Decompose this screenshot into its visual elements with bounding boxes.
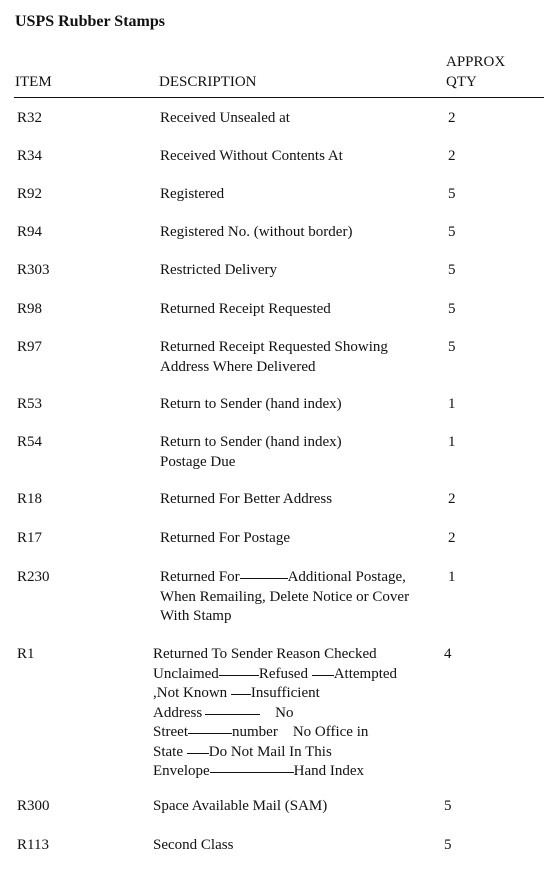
item-qty: 2	[448, 110, 456, 126]
item-code: R300	[17, 798, 50, 814]
item-description	[160, 433, 342, 472]
item-description: Returned For Better Address	[160, 491, 333, 507]
item-description	[160, 338, 388, 377]
item-qty: 5	[448, 339, 456, 355]
item-qty: 4	[444, 646, 452, 662]
header-qty-line1: APPROX	[446, 54, 506, 70]
item-qty: 5	[448, 186, 456, 202]
description-fragment: Envelope	[153, 763, 210, 779]
description-fragment: Unclaimed	[153, 665, 219, 682]
item-description: Returned Receipt Requested	[160, 301, 331, 317]
item-qty: 5	[448, 224, 456, 240]
item-code: R98	[17, 301, 43, 317]
description-line	[153, 723, 397, 743]
blank-line	[312, 674, 334, 676]
description-line: Address Where Delivered	[160, 358, 316, 375]
description-fragment: number	[232, 724, 278, 740]
item-code: R18	[17, 491, 43, 507]
description-fragment: ,Not Known	[153, 685, 228, 701]
item-code: R17	[17, 530, 43, 546]
description-line	[153, 762, 397, 782]
description-fragment: Insufficient	[250, 685, 320, 701]
header-description: DESCRIPTION	[159, 74, 257, 90]
blank-line	[187, 752, 209, 754]
item-description: Registered No. (without border)	[160, 224, 353, 240]
item-code: R92	[17, 186, 43, 202]
item-qty: 1	[448, 396, 456, 412]
item-code: R53	[17, 396, 43, 412]
item-description: Second Class	[153, 837, 234, 853]
item-code: R303	[17, 262, 50, 278]
item-code: R32	[17, 110, 43, 126]
item-qty: 5	[444, 798, 452, 814]
blank-line	[240, 577, 288, 579]
item-code: R94	[17, 224, 43, 240]
item-code: R1	[17, 646, 35, 662]
description-line: Return to Sender (hand index)	[160, 434, 342, 450]
description-line	[153, 743, 397, 763]
blank-line	[219, 674, 259, 676]
blank-line	[205, 713, 260, 715]
item-description: Returned For Postage	[160, 530, 290, 546]
description-line	[153, 704, 397, 724]
description-line: When Remailing, Delete Notice or Cover	[160, 588, 410, 605]
description-line: Returned Receipt Requested Showing	[160, 339, 388, 355]
item-description: Restricted Delivery	[160, 262, 278, 278]
blank-line	[231, 693, 251, 695]
item-description: Received Unsealed at	[160, 110, 290, 126]
item-description: Received Without Contents At	[160, 148, 343, 164]
item-code: R230	[17, 569, 50, 585]
item-qty: 2	[448, 530, 456, 546]
header-rule	[14, 97, 544, 98]
page-title: USPS Rubber Stamps	[15, 13, 165, 30]
item-qty: 2	[448, 491, 456, 507]
description-fragment: Do Not Mail In This	[208, 743, 332, 760]
description-fragment: Returned For	[160, 569, 240, 585]
item-qty: 5	[448, 301, 456, 317]
description-fragment: Address	[153, 704, 203, 721]
blank-line	[188, 732, 232, 734]
description-line: Returned To Sender Reason Checked	[153, 646, 377, 662]
description-fragment: No Office in	[292, 724, 369, 740]
description-fragment: Additional Postage,	[287, 569, 406, 585]
item-qty: 5	[448, 262, 456, 278]
item-description	[153, 645, 397, 782]
item-description: Space Available Mail (SAM)	[153, 798, 328, 814]
item-code: R34	[17, 148, 43, 164]
description-line: With Stamp	[160, 608, 232, 624]
description-fragment: State	[153, 743, 183, 760]
item-qty: 5	[444, 837, 452, 853]
item-description: Registered	[160, 186, 225, 202]
blank-line	[210, 771, 294, 773]
description-fragment: No	[275, 704, 294, 721]
item-qty: 1	[448, 434, 456, 450]
description-line: Postage Due	[160, 453, 236, 470]
header-qty-line2: QTY	[446, 74, 477, 90]
item-description: Return to Sender (hand index)	[160, 396, 342, 412]
description-fragment: Street	[153, 724, 188, 740]
description-line	[160, 568, 409, 588]
item-qty: 1	[448, 569, 456, 585]
description-fragment: Refused	[258, 665, 308, 682]
item-qty: 2	[448, 148, 456, 164]
item-description	[160, 568, 409, 627]
header-item: ITEM	[15, 74, 52, 90]
item-code: R54	[17, 434, 43, 450]
item-code: R113	[17, 837, 49, 853]
description-fragment: Attempted	[333, 665, 398, 682]
description-fragment: Hand Index	[293, 763, 365, 779]
item-code: R97	[17, 339, 43, 355]
description-line	[153, 665, 397, 685]
description-line	[153, 684, 397, 704]
header-qty	[446, 52, 505, 92]
